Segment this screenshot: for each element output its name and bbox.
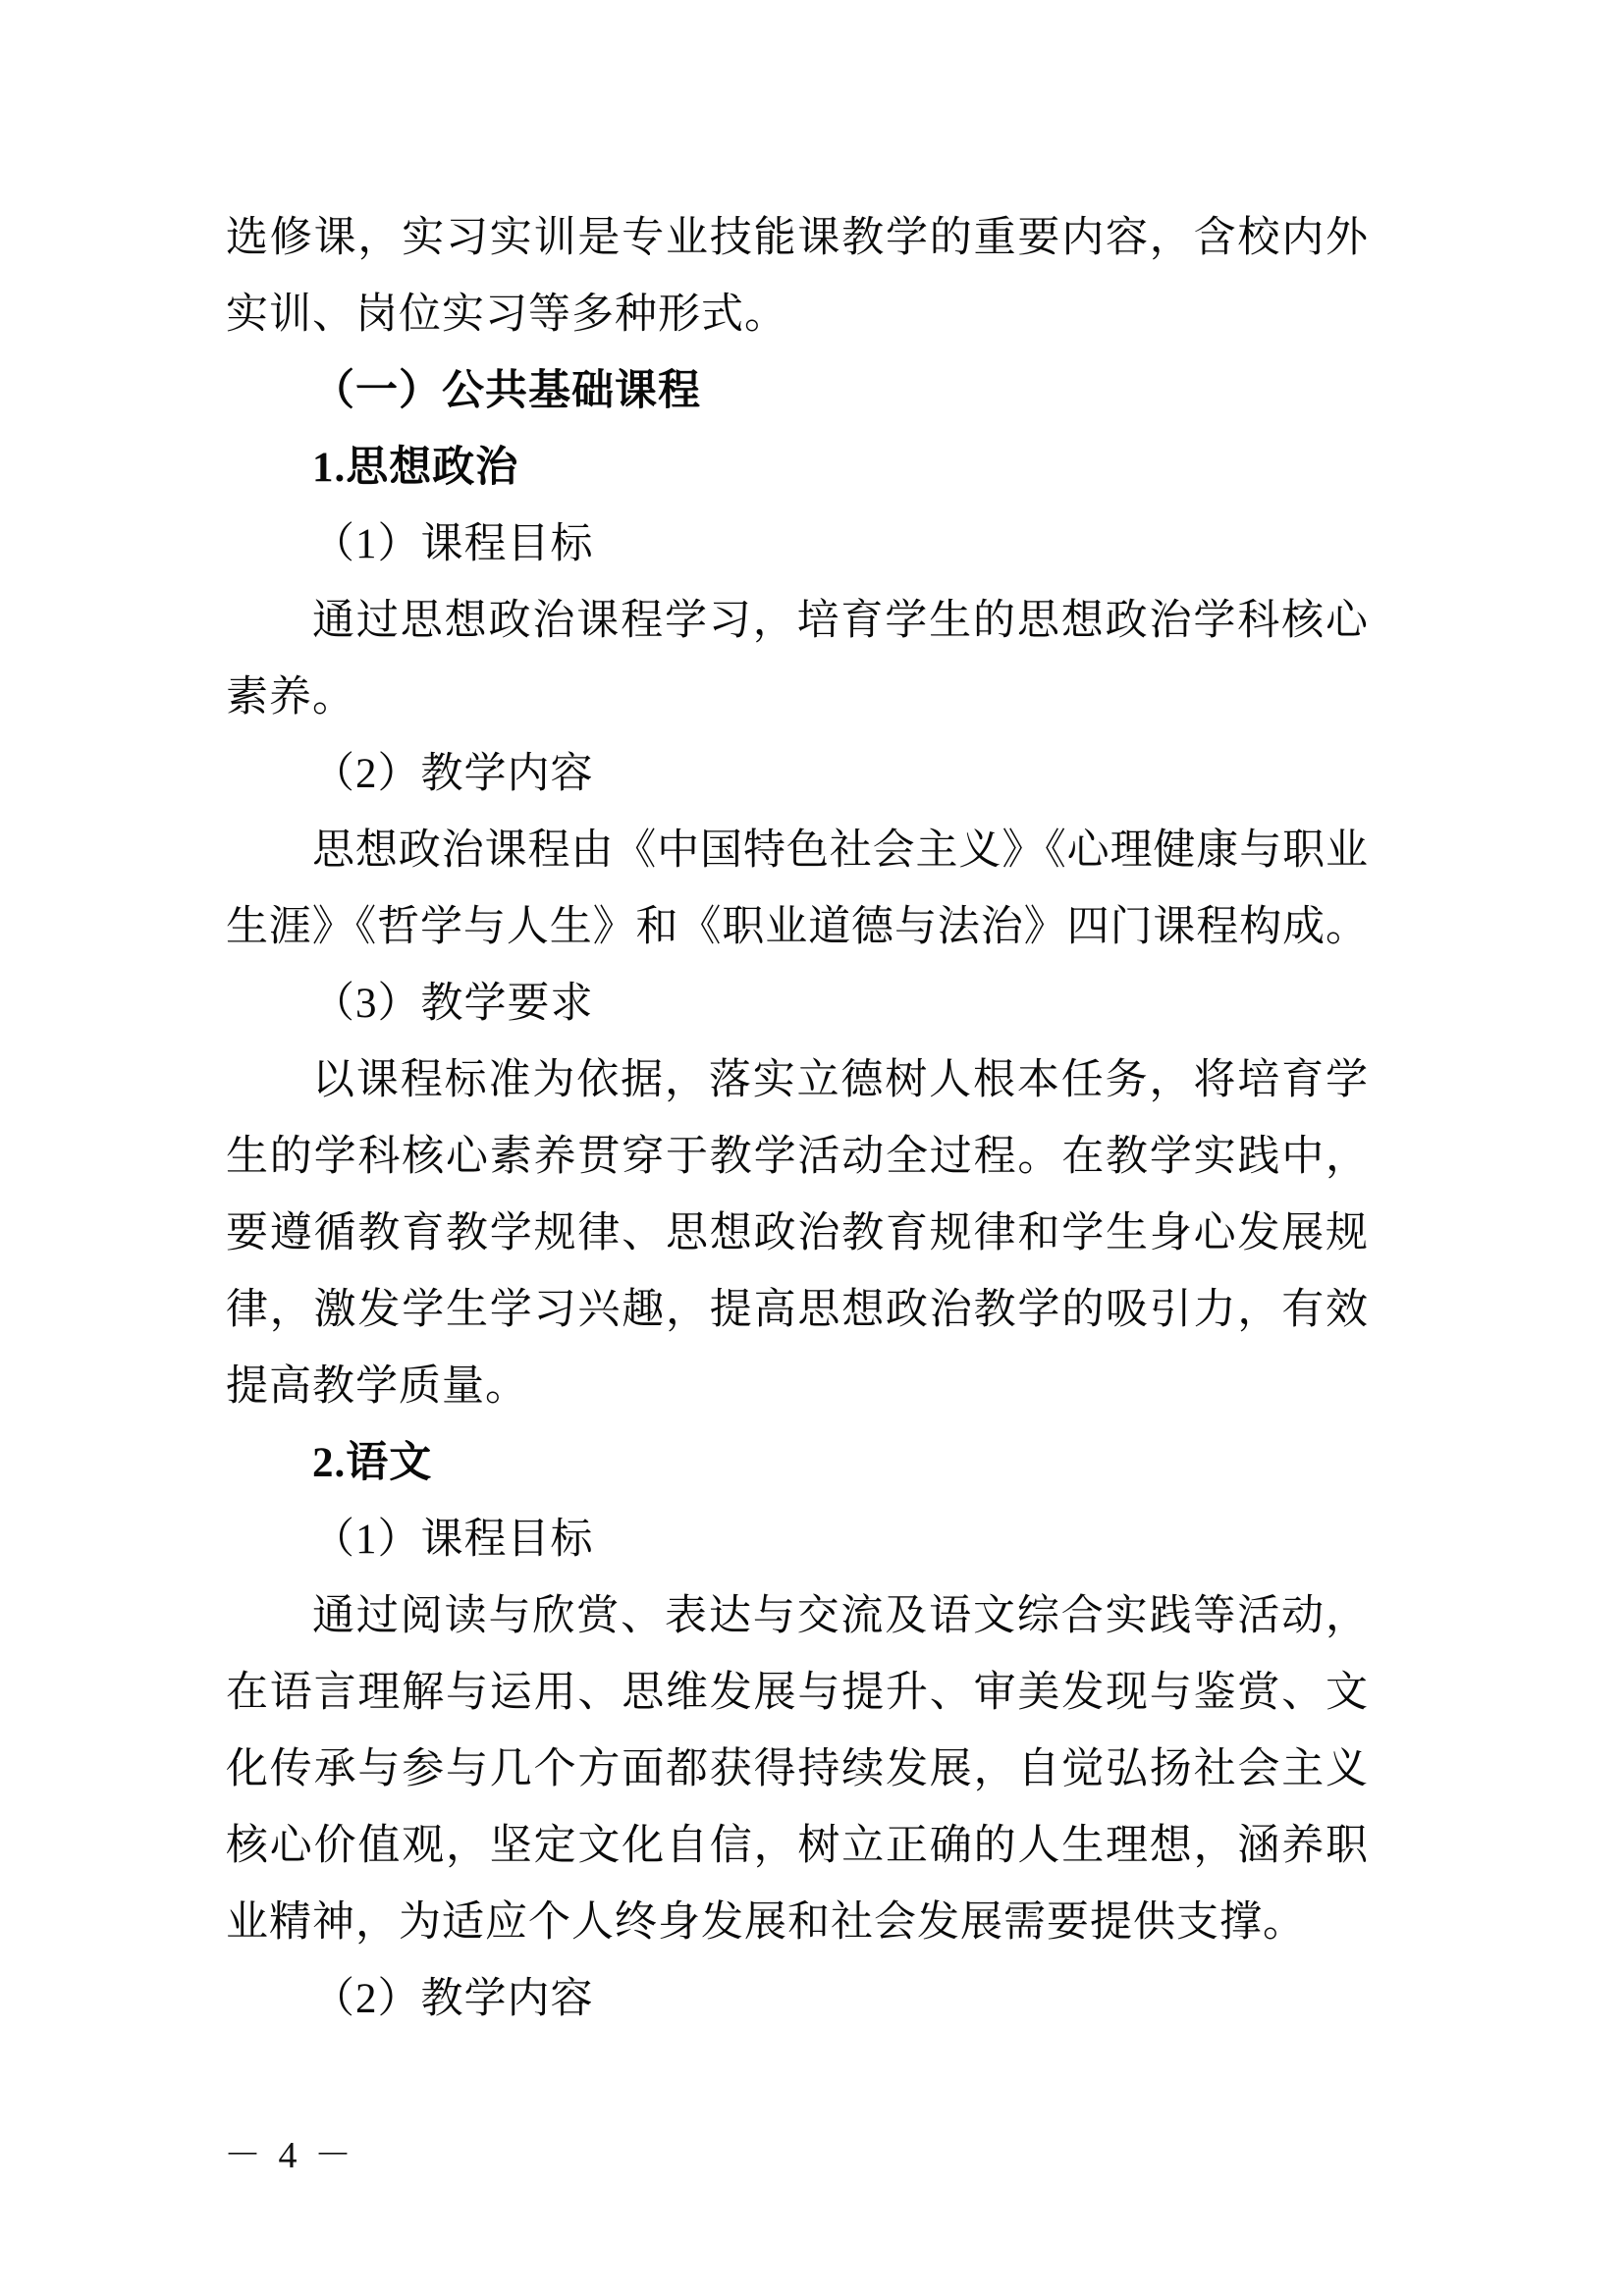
text-line: 生的学科核心素养贯穿于教学活动全过程。在教学实践中， bbox=[226, 1134, 1368, 1180]
text-line: （1）课程目标 bbox=[312, 1517, 594, 1563]
text-line: （3）教学要求 bbox=[312, 981, 594, 1027]
text-line: 化传承与参与几个方面都获得持续发展，自觉弘扬社会主义 bbox=[226, 1746, 1368, 1792]
text-line: 选修课，实习实训是专业技能课教学的重要内容，含校内外 bbox=[226, 215, 1368, 261]
document-body bbox=[226, 200, 1368, 2038]
text-line: 以课程标准为依据，落实立德树人根本任务，将培育学 bbox=[312, 1057, 1368, 1103]
text-line: 2.语文 bbox=[312, 1440, 433, 1486]
text-line: （1）课程目标 bbox=[312, 521, 594, 567]
text-line: 核心价值观，坚定文化自信，树立正确的人生理想，涵养职 bbox=[226, 1823, 1368, 1869]
text-line: （一）公共基础课程 bbox=[312, 368, 701, 414]
text-line: 律，激发学生学习兴趣，提高思想政治教学的吸引力，有效 bbox=[226, 1287, 1368, 1333]
text-line: 提高教学质量。 bbox=[226, 1363, 528, 1410]
text-line: 思想政治课程由《中国特色社会主义》《心理健康与职业 bbox=[312, 828, 1368, 874]
text-line: 素养。 bbox=[226, 674, 355, 721]
text-line: 要遵循教育教学规律、思想政治教育规律和学生身心发展规 bbox=[226, 1210, 1368, 1256]
page-number: － 4 － bbox=[224, 2135, 356, 2176]
text-line: 1.思想政治 bbox=[312, 445, 519, 491]
text-line: （2）教学内容 bbox=[312, 1976, 594, 2022]
text-line: （2）教学内容 bbox=[312, 751, 594, 797]
text-line: 业精神，为适应个人终身发展和社会发展需要提供支撑。 bbox=[226, 1899, 1306, 1946]
text-line: 通过阅读与欣赏、表达与交流及语文综合实践等活动， bbox=[312, 1593, 1368, 1639]
text-line: 实训、岗位实习等多种形式。 bbox=[226, 292, 787, 338]
text-line: 在语言理解与运用、思维发展与提升、审美发现与鉴赏、文 bbox=[226, 1670, 1368, 1716]
text-line: 通过思想政治课程学习，培育学生的思想政治学科核心 bbox=[312, 598, 1368, 644]
text-line: 生涯》《哲学与人生》和《职业道德与法治》四门课程构成。 bbox=[226, 904, 1368, 950]
